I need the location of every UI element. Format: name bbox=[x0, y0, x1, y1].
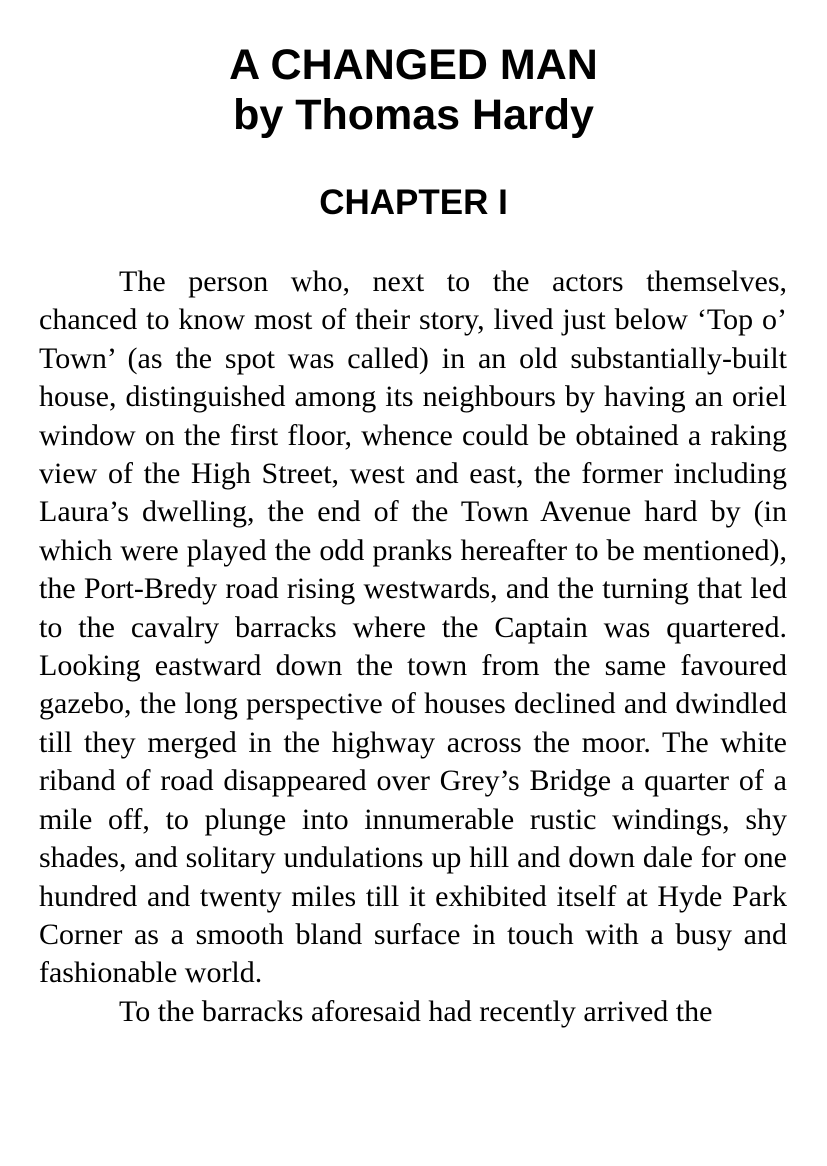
chapter-heading: CHAPTER I bbox=[319, 183, 508, 222]
author-byline: by Thomas Hardy bbox=[233, 91, 594, 139]
paragraph: To the barracks aforesaid had recently arrived the bbox=[119, 994, 713, 1028]
title-block bbox=[0, 40, 827, 140]
chapter-body bbox=[39, 263, 787, 1031]
paragraph: The person who, next to the actors themselves, chanced to know most of their story, lived just below ‘Top o’ Town’ (as the spot was called) in an old substantially-built house, distinguished among its neighbours by having an oriel window on the first floor, whence could be obtained a raking view of the High Street, west and east, the former including Laura’s dwelling, the end of the Town Avenue hard by (in which were played the odd pranks hereafter to be mentioned), the Port-Bredy road rising westwards, and the turning that led to the cavalry barracks where the Captain was quartered. Looking eastward down the town from the same favoured gazebo, the long perspective of houses declined and dwindled till they merged in the highway across the moor. The white riband of road disappeared over Grey’s Bridge a quarter of a mile off, to plunge into innumerable rustic windings, shy shades, and solitary undulations up hill and down dale for one hundred and twenty miles till it exhibited itself at Hyde Park Corner as a smooth bland surface in touch with a busy and fashionable world. bbox=[39, 265, 787, 990]
book-title: A CHANGED MAN bbox=[229, 41, 598, 89]
